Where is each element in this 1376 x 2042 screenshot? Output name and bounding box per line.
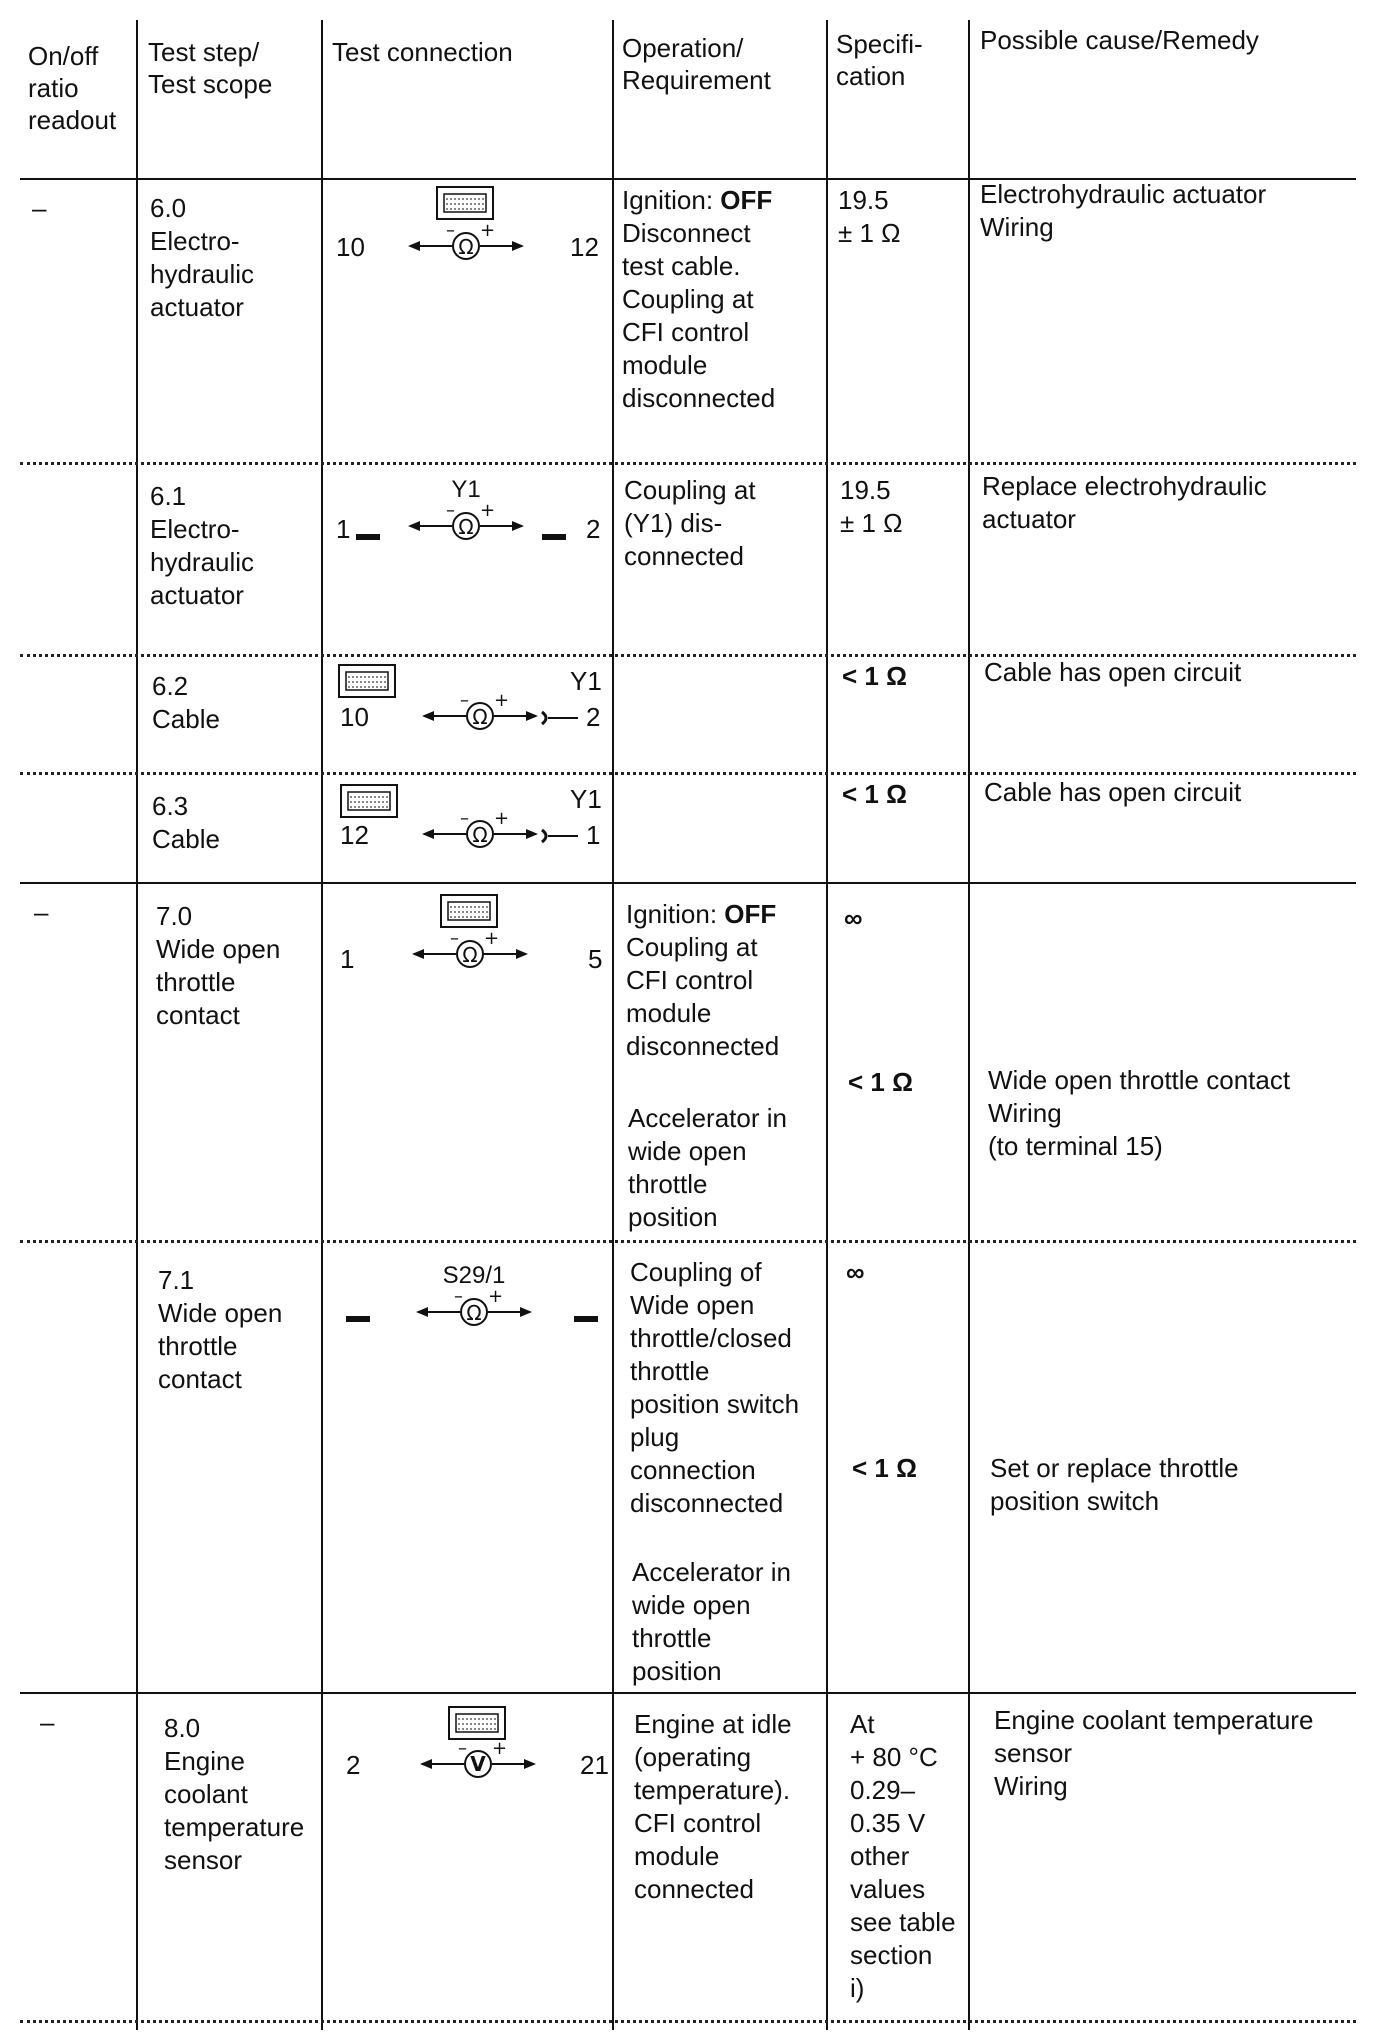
bottom-rule (20, 2020, 1356, 2023)
step-7-1: 7.1 Wide open throttle contact (158, 1265, 283, 1394)
step-7-0: 7.0 Wide open throttle contact (156, 901, 281, 1030)
svg-text:Ω: Ω (462, 943, 478, 967)
svg-text:+: + (494, 810, 510, 829)
voltmeter-icon (418, 1740, 538, 1788)
conn-left-6-0: 10 (336, 232, 365, 262)
header-specification: Specifi- cation (836, 29, 923, 91)
spec-6-2: < 1 Ω (842, 661, 907, 691)
svg-text:+: + (488, 1288, 504, 1307)
header-readout: On/off ratio readout (28, 41, 117, 135)
svg-text:+: + (494, 692, 510, 711)
cause-7-1: Set or replace throttle position switch (990, 1453, 1239, 1516)
spec-7-0-second: < 1 Ω (848, 1067, 913, 1097)
spec-6-3: < 1 Ω (842, 779, 907, 809)
operation-8-0: Engine at idle (operating temperature). CFI control module connected (634, 1709, 792, 1904)
svg-text:–: – (454, 1288, 463, 1307)
conn-right-8-0: 21 (580, 1750, 609, 1780)
ohmmeter-icon (414, 1288, 534, 1336)
svg-text:Ω: Ω (458, 515, 474, 539)
header-test-step: Test step/ Test scope (148, 37, 273, 99)
step-6-2: 6.2 Cable (152, 671, 220, 734)
header-operation: Operation/ Requirement (622, 33, 771, 95)
cause-6-2: Cable has open circuit (984, 657, 1242, 687)
operation-7-0-rest: Coupling at CFI control module disconnected (626, 932, 780, 1061)
svg-text:Ω: Ω (466, 1301, 482, 1325)
ohmmeter-icon (406, 222, 526, 270)
row-divider-7-1 (20, 1240, 1356, 1243)
svg-text:–: – (458, 1740, 467, 1759)
operation-7-0-bold: OFF (724, 899, 777, 929)
spec-6-1: 19.5 ± 1 Ω (840, 475, 903, 538)
ohmmeter-icon (420, 692, 540, 740)
module-icon (340, 784, 398, 818)
conn-right-6-2: 2 (586, 702, 601, 732)
step-6-1: 6.1 Electro- hydraulic actuator (150, 481, 255, 610)
ohmmeter-icon (406, 502, 526, 550)
conn-left-7-0: 1 (340, 944, 355, 974)
conn-top-right-6-2: Y1 (570, 666, 602, 696)
column-rule-2 (321, 20, 323, 2030)
module-icon (440, 894, 498, 928)
conn-top-6-1: Y1 (451, 476, 481, 503)
header-test-connection: Test connection (332, 37, 513, 67)
cause-6-0: Electrohydraulic actuator Wiring (980, 179, 1267, 242)
svg-text:Ω: Ω (472, 823, 488, 847)
svg-text:V: V (470, 1752, 486, 1776)
conn-left-6-2: 10 (340, 702, 369, 732)
conn-right-6-1: 2 (586, 514, 601, 544)
socket-icon (540, 708, 580, 728)
operation-7-1-second: Accelerator in wide open throttle position (632, 1557, 791, 1686)
svg-text:–: – (446, 222, 455, 241)
row-divider-6-3 (20, 772, 1356, 775)
conn-left-6-1: 1 (336, 514, 351, 544)
conn-top-right-6-3: Y1 (570, 784, 602, 814)
row-divider-6-1 (20, 462, 1356, 465)
section-rule-7 (20, 882, 1356, 884)
cause-8-0: Engine coolant temperature sensor Wiring (994, 1705, 1314, 1801)
operation-6-1: Coupling at (Y1) dis- connected (624, 475, 756, 571)
svg-text:+: + (484, 930, 500, 949)
spec-7-1-first: ∞ (846, 1257, 865, 1287)
socket-icon (540, 826, 580, 846)
module-icon (338, 664, 396, 698)
svg-text:+: + (480, 222, 496, 241)
operation-7-0-prefix: Ignition: (626, 899, 725, 929)
svg-text:Ω: Ω (472, 705, 488, 729)
conn-right-7-0: 5 (588, 944, 603, 974)
step-6-3: 6.3 Cable (152, 791, 220, 854)
svg-text:–: – (446, 502, 455, 521)
operation-7-0 (626, 898, 779, 1063)
plug-icon (574, 1316, 598, 1322)
readout-6-0: – (32, 193, 47, 223)
module-icon (448, 1706, 506, 1740)
svg-text:+: + (492, 1740, 508, 1759)
conn-top-7-1: S29/1 (442, 1262, 506, 1289)
conn-right-6-3: 1 (586, 820, 601, 850)
ohmmeter-icon (420, 810, 540, 858)
operation-6-0-prefix: Ignition: (622, 185, 721, 215)
operation-7-1: Coupling of Wide open throttle/closed throttle position switch plug connection disconnected (630, 1257, 800, 1518)
column-rule-5 (968, 20, 970, 2030)
operation-6-0-bold: OFF (720, 185, 773, 215)
section-rule-8 (20, 1692, 1356, 1694)
spec-7-0-first: ∞ (844, 903, 863, 933)
spec-6-0: 19.5 ± 1 Ω (838, 185, 901, 248)
module-icon (436, 186, 494, 220)
svg-text:–: – (460, 810, 469, 829)
column-rule-1 (136, 20, 138, 2030)
plug-icon (356, 534, 380, 540)
conn-left-6-3: 12 (340, 820, 369, 850)
svg-text:Ω: Ω (458, 235, 474, 259)
header-cause: Possible cause/Remedy (980, 25, 1259, 55)
cause-6-1: Replace electrohydraulic actuator (982, 471, 1267, 534)
readout-8-0: – (40, 1707, 55, 1737)
readout-7-0: – (34, 897, 49, 927)
cause-7-0: Wide open throttle contact Wiring (to terminal 15) (988, 1065, 1291, 1161)
column-rule-4 (826, 20, 828, 2030)
svg-text:–: – (450, 930, 459, 949)
plug-icon (346, 1316, 370, 1322)
cause-6-3: Cable has open circuit (984, 777, 1242, 807)
conn-left-8-0: 2 (346, 1750, 361, 1780)
step-8-0: 8.0 Engine coolant temperature sensor (164, 1713, 305, 1875)
operation-6-0-rest: Disconnect test cable. Coupling at CFI control module disconnected (622, 218, 776, 413)
svg-text:–: – (460, 692, 469, 711)
plug-icon (542, 534, 566, 540)
conn-right-6-0: 12 (570, 232, 599, 262)
spec-7-1-second: < 1 Ω (852, 1453, 917, 1483)
operation-6-0 (622, 184, 775, 415)
step-6-0: 6.0 Electro- hydraulic actuator (150, 193, 255, 322)
ohmmeter-icon (410, 930, 530, 978)
svg-text:+: + (480, 502, 496, 521)
column-rule-3 (612, 20, 614, 2030)
spec-8-0: At + 80 °C 0.29– 0.35 V other values see table section i) (850, 1709, 956, 2003)
operation-7-0-second: Accelerator in wide open throttle position (628, 1103, 787, 1232)
